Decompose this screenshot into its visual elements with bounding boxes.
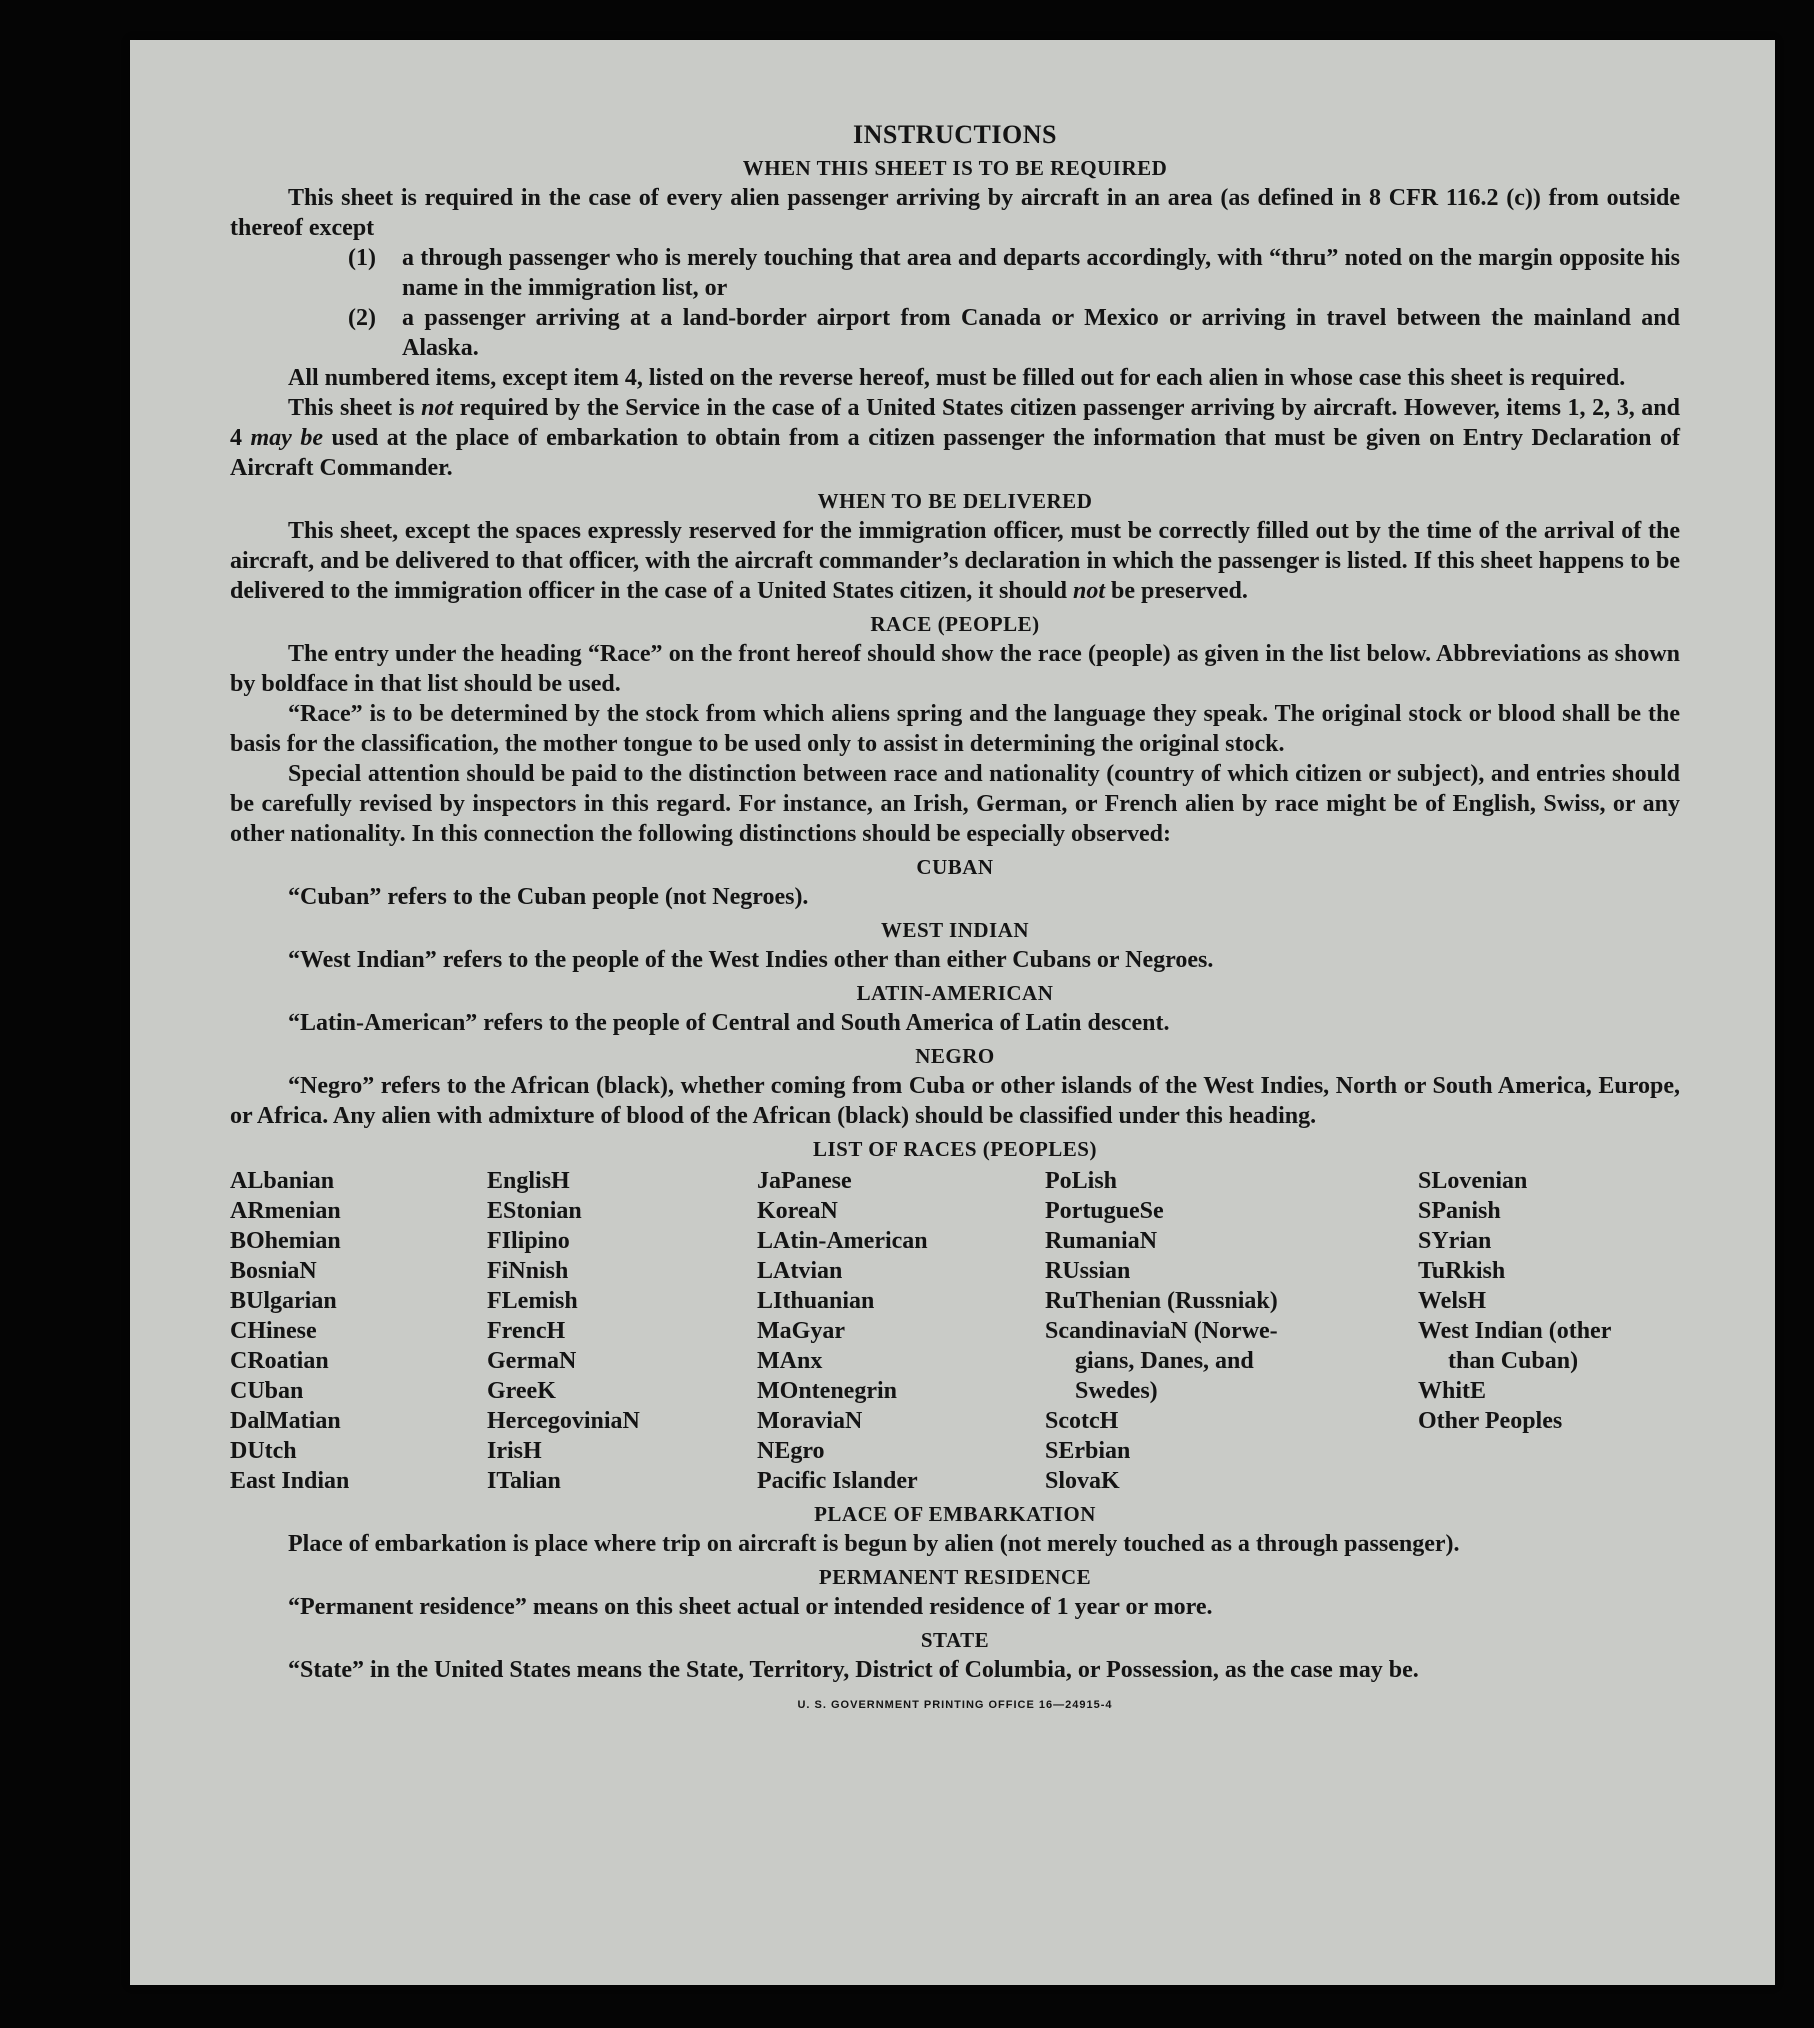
race-list-item: East Indian [230, 1468, 350, 1494]
race-list-item: WelsH [1418, 1288, 1487, 1314]
paragraph-race-nationality: Special attention should be paid to the distinction between race and nationality (country of which citizen or subject), and entries should be carefully revised by inspectors in this regard. For instance, an Irish, German, or French alien by race might be of English, Swiss, or any other nationality. In this connection the following distinctions should be especially observed: [230, 761, 1680, 847]
race-list-item: EStonian [487, 1198, 582, 1224]
race-list-item: MaGyar [757, 1318, 845, 1344]
paragraph-numbered-items: All numbered items, except item 4, listed on the reverse hereof, must be filled out for each alien in whose case this sheet is required. [288, 365, 1626, 391]
race-list-item: JaPanese [757, 1168, 852, 1194]
race-list-item: ITalian [487, 1468, 561, 1494]
item-number: (1) [348, 245, 376, 271]
race-column-5 [1418, 1166, 1680, 1496]
paragraph-cuban: “Cuban” refers to the Cuban people (not Negroes). [288, 884, 809, 910]
race-list [230, 1166, 1680, 1496]
race-list-item: ARmenian [230, 1198, 341, 1224]
race-list-item: GermaN [487, 1348, 577, 1374]
race-list-item: gians, Danes, and [1075, 1348, 1254, 1374]
heading-list-of-races: LIST OF RACES (PEOPLES) [813, 1137, 1097, 1161]
race-list-item: GreeK [487, 1378, 556, 1404]
paragraph-west-indian: “West Indian” refers to the people of the West Indies other than either Cubans or Negroes. [288, 947, 1214, 973]
item-text: a through passenger who is merely touching that area and departs accordingly, with “thru” noted on the margin opposite his name in the immigration list, or [402, 245, 1680, 301]
race-list-item: EnglisH [487, 1168, 570, 1194]
paragraph-state: “State” in the United States means the State, Territory, District of Columbia, or Possession, as the case may be. [288, 1657, 1419, 1683]
race-list-item: Swedes) [1075, 1378, 1158, 1404]
race-list-item: RUssian [1045, 1258, 1131, 1284]
printing-office-footer: U. S. GOVERNMENT PRINTING OFFICE 16—24915-4 [797, 1699, 1113, 1711]
paragraph-race-entry: The entry under the heading “Race” on the front hereof should show the race (people) as given in the list below. Abbreviations as shown by boldface in that list should be used. [230, 641, 1680, 697]
race-list-item: HercegoviniaN [487, 1408, 640, 1434]
race-list-item: LIthuanian [757, 1288, 875, 1314]
text-run: be preserved. [1105, 578, 1248, 604]
race-list-item: DUtch [230, 1438, 297, 1464]
race-list-item: TuRkish [1418, 1258, 1506, 1284]
race-list-item: BOhemian [230, 1228, 341, 1254]
exception-item-1 [348, 243, 1680, 303]
heading-latin-american: LATIN-AMERICAN [856, 981, 1054, 1005]
race-list-item: LAtin-American [757, 1228, 928, 1254]
race-list-item: BUlgarian [230, 1288, 337, 1314]
heading-embarkation: PLACE OF EMBARKATION [814, 1502, 1096, 1526]
heading-residence: PERMANENT RESIDENCE [818, 1565, 1092, 1589]
text-run: used at the place of embarkation to obtain from a citizen passenger the information that must be given on Entry Declaration of Aircraft Commander. [230, 425, 1680, 481]
paragraph-residence: “Permanent residence” means on this sheet actual or intended residence of 1 year or more. [288, 1594, 1213, 1620]
heading-when-delivered: WHEN TO BE DELIVERED [817, 489, 1093, 513]
paragraph-embarkation: Place of embarkation is place where trip on aircraft is begun by alien (not merely touched as a through passenger). [288, 1531, 1460, 1557]
race-list-item: BosniaN [230, 1258, 317, 1284]
race-list-item: FLemish [487, 1288, 578, 1314]
heading-state: STATE [920, 1628, 990, 1652]
paragraph-delivered [230, 516, 1680, 606]
race-list-item: NEgro [757, 1438, 825, 1464]
race-list-item: than Cuban) [1448, 1348, 1579, 1374]
race-column-1 [230, 1166, 487, 1496]
race-list-item: MAnx [757, 1348, 823, 1374]
race-list-item: IrisH [487, 1438, 542, 1464]
heading-race: RACE (PEOPLE) [870, 612, 1040, 636]
race-list-item: LAtvian [757, 1258, 843, 1284]
race-list-item: SYrian [1418, 1228, 1492, 1254]
heading-cuban: CUBAN [916, 855, 994, 879]
document-sheet [130, 40, 1775, 1985]
paragraph-negro: “Negro” refers to the African (black), whether coming from Cuba or other islands of the West Indies, North or South America, Europe, or Africa. Any alien with admixture of blood of the African (black) should be classified under this heading. [230, 1073, 1680, 1129]
race-list-item: ScotcH [1045, 1408, 1119, 1434]
race-list-item: PoLish [1045, 1168, 1118, 1194]
race-list-item: RumaniaN [1045, 1228, 1158, 1254]
paragraph-citizen [230, 393, 1680, 483]
race-list-item: Other Peoples [1418, 1408, 1563, 1434]
text-run: This sheet, except the spaces expressly reserved for the immigration officer, must be correctly filled out by the time of the arrival of the aircraft, and be delivered to that officer, with the aircraft commander’s declaration in which the passenger is listed. If this sheet happens to be delivered to the immigration officer in the case of a United States citizen, it should [230, 518, 1680, 604]
heading-west-indian: WEST INDIAN [880, 918, 1030, 942]
instructions-content [230, 120, 1680, 1711]
race-list-item: RuThenian (Russniak) [1045, 1288, 1278, 1314]
item-number: (2) [348, 305, 376, 331]
race-list-item: DalMatian [230, 1408, 341, 1434]
race-list-item: ScandinaviaN (Norwe- [1045, 1318, 1278, 1344]
race-list-item: SErbian [1045, 1438, 1131, 1464]
race-list-item: WhitE [1418, 1378, 1487, 1404]
race-list-item: CUban [230, 1378, 304, 1404]
exception-item-2 [348, 303, 1680, 363]
text-run: required by the Service in the case of a United States citizen passenger arriving by aircraft. However, items 1, 2, 3, and 4 [230, 395, 1680, 451]
heading-negro: NEGRO [915, 1044, 995, 1068]
emphasis-not: not [421, 395, 454, 421]
paragraph-race-stock: “Race” is to be determined by the stock from which aliens spring and the language they speak. The original stock or blood shall be the basis for the classification, the mother tongue to be used only to assist in determining the original stock. [230, 701, 1680, 757]
race-list-item: FrencH [487, 1318, 566, 1344]
race-column-3 [757, 1166, 1045, 1496]
race-list-item: West Indian (other [1418, 1318, 1612, 1344]
emphasis-not: not [1073, 578, 1106, 604]
race-list-item: SLovenian [1418, 1168, 1528, 1194]
item-text: a passenger arriving at a land-border airport from Canada or Mexico or arriving in travel between the mainland and Alaska. [402, 305, 1680, 361]
race-column-2 [487, 1166, 757, 1496]
race-list-item: FiNnish [487, 1258, 569, 1284]
paragraph-required: This sheet is required in the case of every alien passenger arriving by aircraft in an area (as defined in 8 CFR 116.2 (c)) from outside thereof except [230, 185, 1680, 241]
race-list-item: CHinese [230, 1318, 317, 1344]
text-run: This sheet is [288, 395, 422, 421]
page-title: INSTRUCTIONS [853, 120, 1057, 149]
emphasis-may-be: may be [250, 425, 324, 451]
race-list-item: KoreaN [757, 1198, 838, 1224]
race-list-item: CRoatian [230, 1348, 329, 1374]
race-list-item: MOntenegrin [757, 1378, 897, 1404]
race-list-item: PortugueSe [1045, 1198, 1164, 1224]
race-list-item: SPanish [1418, 1198, 1501, 1224]
race-list-item: Pacific Islander [757, 1468, 918, 1494]
heading-when-required: WHEN THIS SHEET IS TO BE REQUIRED [742, 156, 1168, 180]
race-list-item: MoraviaN [757, 1408, 863, 1434]
race-list-item: ALbanian [230, 1168, 335, 1194]
race-list-item: SlovaK [1045, 1468, 1120, 1494]
race-column-4 [1045, 1166, 1418, 1496]
race-list-item: FIlipino [487, 1228, 570, 1254]
paragraph-latin-american: “Latin-American” refers to the people of Central and South America of Latin descent. [288, 1010, 1170, 1036]
